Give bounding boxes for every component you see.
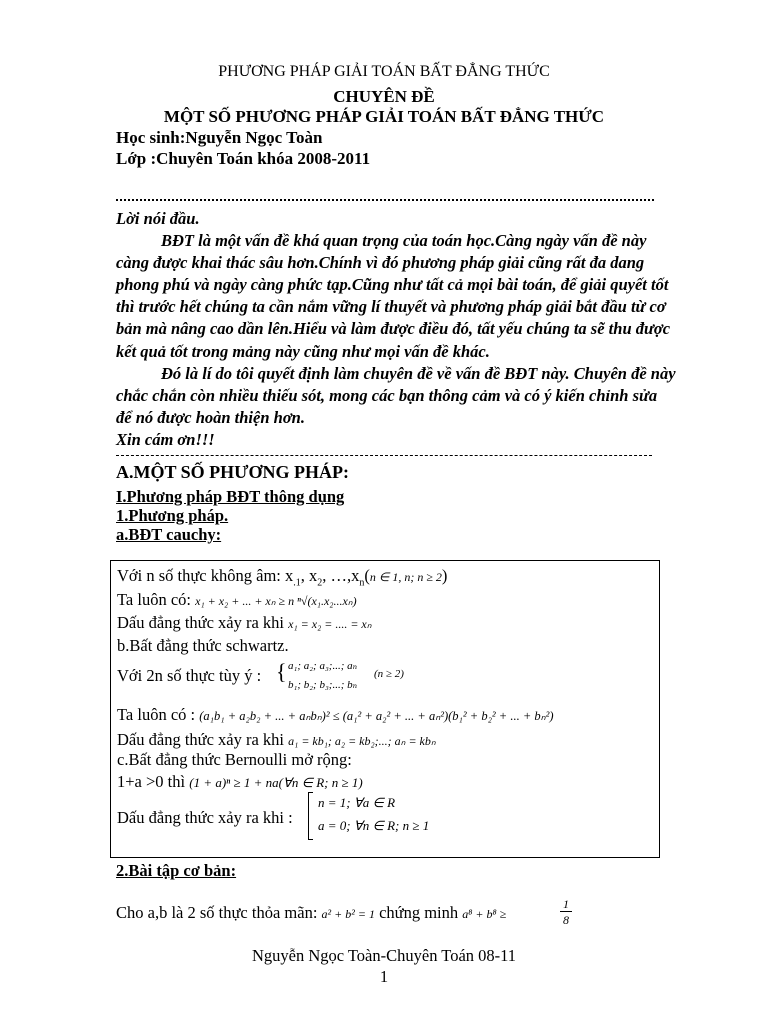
- title-line-1: CHUYÊN ĐỀ: [333, 87, 435, 106]
- cauchy-equality-formula: x₁ = x₂ = .... = xₙ: [288, 617, 372, 631]
- exercise-1-fraction-den: 8: [563, 913, 569, 927]
- page-footer: Nguyễn Ngọc Toàn-Chuyên Toán 08-11: [251, 946, 517, 965]
- cauchy-equality: Dấu đẳng thức xảy ra khi x₁ = x₂ = .... = xₙ: [117, 613, 372, 632]
- cauchy-formula: x₁ + x₂ + ... + xₙ ≥ n ⁿ√(x₁.x₂...xₙ): [195, 594, 357, 608]
- schwartz-equality-formula: a₁ = kb₁; a₂ = kb₂;...; aₙ = kbₙ: [288, 734, 436, 748]
- cauchy-heading: a.BĐT cauchy:: [116, 525, 222, 544]
- section-i-heading: I.Phương pháp BĐT thông dụng: [116, 487, 345, 506]
- exercise-1: Cho a,b là 2 số thực thỏa mãn: a² + b² = 1 chứng minh a⁸ + b⁸ ≥: [116, 903, 507, 922]
- schwartz-statement: Với 2n số thực tùy ý :: [117, 666, 262, 685]
- bernoulli-case-1: n = 1; ∀a ∈ R: [318, 795, 396, 810]
- bernoulli-bracket: [308, 792, 313, 840]
- cauchy-statement: Với n số thực không âm: $x_{.1}$, $x_2$, $\dots,x_n(n$ ∈ 1, n; n ≥ 2): [117, 566, 448, 589]
- bernoulli-heading: c.Bất đẳng thức Bernoulli mở rộng:: [117, 750, 352, 769]
- schwartz-heading: b.Bất đẳng thức schwartz.: [117, 636, 289, 655]
- introduction: [116, 208, 676, 451]
- intro-paragraph-2: Đó là lí do tôi quyết định làm chuyên đề về vấn đề BĐT này. Chuyên đề này chắc chắn còn nhiều thiếu sót, mong các bạn thông cảm và có ý kiến chỉnh sửa để nó được hoàn thiện hơn.: [116, 363, 676, 427]
- exercises-heading: 2.Bài tập cơ bản:: [116, 861, 237, 880]
- title-line-2: MỘT SỐ PHƯƠNG PHÁP GIẢI TOÁN BẤT ĐẲNG THỨC: [163, 107, 605, 126]
- intro-thanks: Xin cám ơn!!!: [116, 429, 215, 449]
- bernoulli-statement: 1+a >0 thì (1 + a)ⁿ ≥ 1 + na(∀n ∈ R; n ≥ 1): [117, 772, 363, 791]
- bernoulli-equality: Dấu đẳng thức xảy ra khi :: [117, 808, 293, 827]
- schwartz-equality: Dấu đẳng thức xảy ra khi a₁ = kb₁; a₂ = kb₂;...; aₙ = kbₙ: [117, 730, 436, 749]
- intro-paragraph-1: BĐT là một vấn đề khá quan trọng của toán học.Càng ngày vấn đề này càng được khai thác sâu hơn.Chính vì đó phương pháp giải cũng rất đa dang phong phú và ngày càng phức tạp.Cũng như tất cả mọi bài toán, để giải quyết tốt thì trước hết chúng ta cần nắm vững lí thuyết và phương pháp giải bắt đầu từ cơ bản mà nâng cao dần lên.Hiểu và làm được điều đó, tất yếu chúng ta sẽ thu được kết quả tốt trong mảng này cũng như mọi vấn đề khác.: [116, 231, 671, 361]
- schwartz-formula: (a₁b₁ + a₂b₂ + ... + aₙbₙ)² ≤ (a₁² + a₂² + ... + aₙ²)(b₁² + b₂² + ... + bₙ²): [199, 709, 554, 723]
- method-heading: 1.Phương pháp.: [116, 506, 229, 525]
- schwartz-condition: (n ≥ 2): [374, 668, 404, 680]
- running-header: PHƯƠNG PHÁP GIẢI TOÁN BẤT ĐẲNG THỨC: [218, 63, 550, 80]
- exercise-1-fraction-num: 1: [560, 898, 572, 912]
- exercise-1-condition: a² + b² = 1: [321, 907, 375, 921]
- dashed-separator: [116, 455, 652, 456]
- section-a-heading: A.MỘT SỐ PHƯƠNG PHÁP:: [116, 462, 349, 482]
- student-name: Học sinh:Nguyễn Ngọc Toàn: [116, 128, 323, 147]
- schwartz-sequence-b: b₁; b₂; b₃;...; bₙ: [288, 679, 358, 691]
- intro-heading: Lời nói đầu.: [116, 209, 200, 228]
- cauchy-condition: n ∈ 1, n; n ≥ 2: [369, 570, 442, 584]
- class-name: Lớp :Chuyên Toán khóa 2008-2011: [116, 149, 371, 168]
- schwartz-sequence-a: a₁; a₂; a₃;...; aₙ: [288, 660, 358, 672]
- bernoulli-formula: (1 + a)ⁿ ≥ 1 + na(∀n ∈ R; n ≥ 1): [189, 775, 363, 790]
- schwartz-brace: {: [276, 659, 287, 684]
- dotted-separator: [116, 199, 654, 201]
- cauchy-inequality: Ta luôn có: x₁ + x₂ + ... + xₙ ≥ n ⁿ√(x₁.x₂...xₙ): [117, 590, 357, 609]
- exercise-1-goal: a⁸ + b⁸ ≥: [462, 907, 507, 921]
- bernoulli-case-2: a = 0; ∀n ∈ R; n ≥ 1: [318, 818, 430, 833]
- page-number: 1: [379, 967, 389, 986]
- schwartz-inequality: Ta luôn có : (a₁b₁ + a₂b₂ + ... + aₙbₙ)² ≤ (a₁² + a₂² + ... + aₙ²)(b₁² + b₂² + ... + bₙ²): [117, 705, 554, 724]
